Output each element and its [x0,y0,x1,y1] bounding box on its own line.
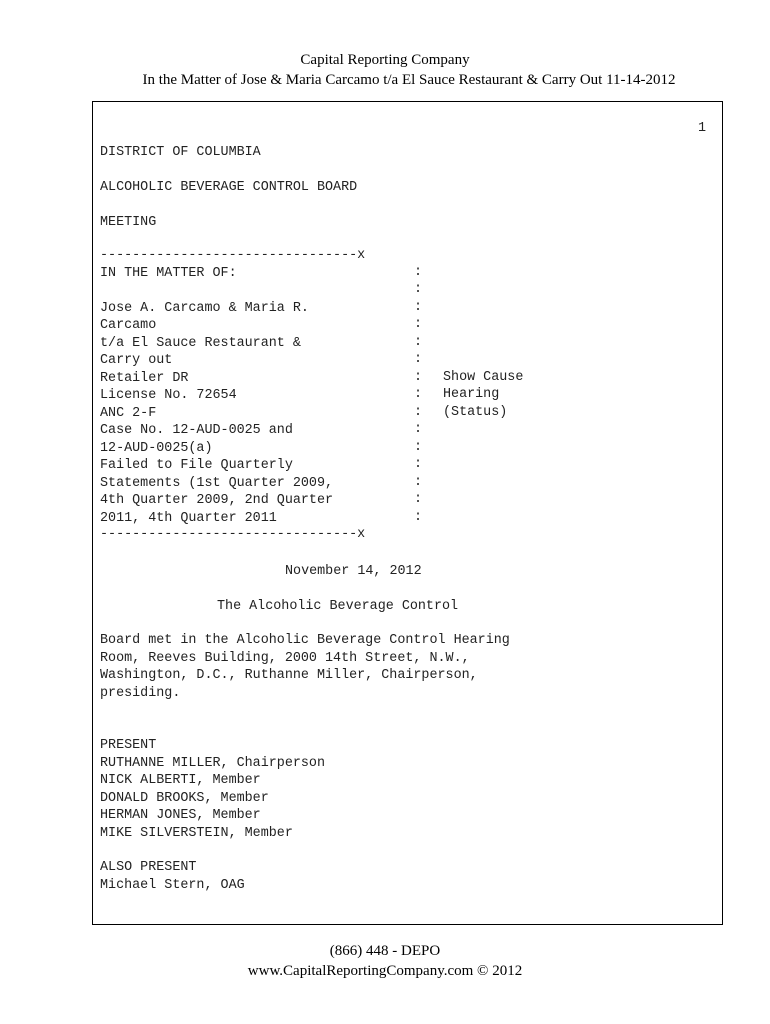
present-member: HERMAN JONES, Member [100,808,261,823]
caption-line: Case No. 12-AUD-0025 and [100,423,293,438]
hearing-date: November 14, 2012 [285,564,422,579]
title-district: DISTRICT OF COLUMBIA [100,145,261,160]
caption-colon: : [414,352,423,367]
caption-line: Failed to File Quarterly [100,458,293,473]
caption-line: Carry out [100,353,173,368]
caption-colon: : [414,300,423,315]
caption-line: ANC 2-F [100,406,157,421]
caption-line: IN THE MATTER OF: [100,266,237,281]
caption-line: 12-AUD-0025(a) [100,441,213,456]
board-text-line: Room, Reeves Building, 2000 14th Street, N.W., [100,651,470,666]
caption-line: Jose A. Carcamo & Maria R. [100,301,309,316]
caption-line: License No. 72654 [100,388,237,403]
board-text-line: Washington, D.C., Ruthanne Miller, Chairperson, [100,668,478,683]
hearing-type-line: Hearing [443,387,500,402]
caption-line: t/a El Sauce Restaurant & [100,336,301,351]
hearing-type-line: (Status) [443,405,508,420]
present-member: MIKE SILVERSTEIN, Member [100,826,293,841]
hearing-type-line: Show Cause [443,370,524,385]
present-member: NICK ALBERTI, Member [100,773,261,788]
board-text-line: Board met in the Alcoholic Beverage Control Hearing [100,633,510,648]
title-meeting: MEETING [100,215,157,230]
also-present-member: Michael Stern, OAG [100,878,245,893]
separator-bottom: --------------------------------x [100,527,366,542]
board-heading: The Alcoholic Beverage Control [217,599,459,614]
footer-phone: (866) 448 - DEPO [329,943,441,959]
caption-colon: : [414,475,423,490]
caption-line: 4th Quarter 2009, 2nd Quarter [100,493,334,508]
company-header: Capital Reporting Company [300,52,470,68]
also-present-label: ALSO PRESENT [100,860,197,875]
separator-top: --------------------------------x [100,248,366,263]
caption-line: Retailer DR [100,371,189,386]
present-member: DONALD BROOKS, Member [100,791,269,806]
caption-colon: : [414,282,423,297]
caption-colon: : [414,422,423,437]
title-board: ALCOHOLIC BEVERAGE CONTROL BOARD [100,180,358,195]
caption-colon: : [414,387,423,402]
present-member: RUTHANNE MILLER, Chairperson [100,756,325,771]
matter-header: In the Matter of Jose & Maria Carcamo t/a El Sauce Restaurant & Carry Out 11-14-2012 [142,72,676,88]
caption-colon: : [414,370,423,385]
page-number: 1 [698,121,707,136]
caption-colon: : [414,335,423,350]
caption-colon: : [414,457,423,472]
present-label: PRESENT [100,738,157,753]
board-text-line: presiding. [100,686,181,701]
caption-colon: : [414,405,423,420]
caption-colon: : [414,492,423,507]
caption-colon: : [414,440,423,455]
footer-website: www.CapitalReportingCompany.com © 2012 [247,963,523,979]
caption-line: Carcamo [100,318,157,333]
caption-colon: : [414,265,423,280]
caption-colon: : [414,317,423,332]
caption-colon: : [414,510,423,525]
caption-line: 2011, 4th Quarter 2011 [100,511,277,526]
caption-line: Statements (1st Quarter 2009, [100,476,334,491]
